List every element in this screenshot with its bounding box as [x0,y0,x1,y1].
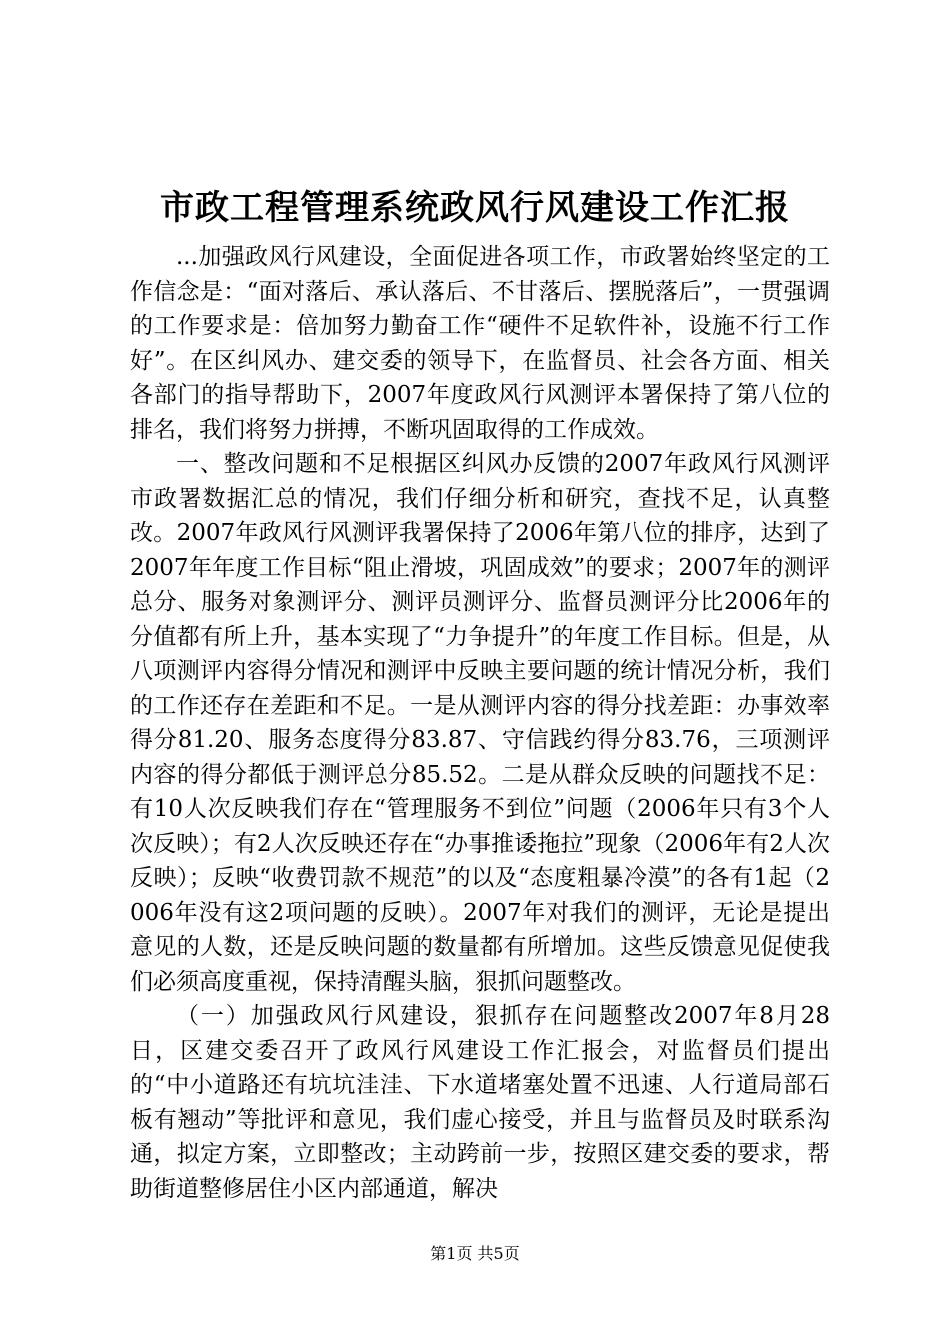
paragraph-subsection-one: （一）加强政风行风建设，狠抓存在问题整改2007年8月28日，区建交委召开了政风行风建设工作汇报会，对监督员们提出的“中小道路还有坑坑洼洼、下水道堵塞处置不迅速、人行道局部石板有翘动”等批评和意见，我们虚心接受，并且与监督员及时联系沟通，拟定方案，立即整改；主动跨前一步，按照区建交委的要求，帮助街道整修居住小区内部通道，解决 [130,1003,830,1202]
page-number-footer: 第1页 共5页 [430,1244,520,1263]
paragraph-section-one: 一、整改问题和不足根据区纠风办反馈的2007年政风行风测评市政署数据汇总的情况，我们仔细分析和研究，查找不足，认真整改。2007年政风行风测评我署保持了2006年第八位的排序，达到了2007年年度工作目标“阻止滑坡，巩固成效”的要求；2007年的测评总分、服务对象测评分、测评员测评分、监督员测评分比2006年的分值都有所上升，基本实现了“力争提升”的年度工作目标。但是，从八项测评内容得分情况和测评中反映主要问题的统计情况分析，我们的工作还存在差距和不足。一是从测评内容的得分找差距：办事效率得分81.20、服务态度得分83.87、守信践约得分83.76，三项测评内容的得分都低于测评总分85.52。二是从群众反映的问题找不足：有10人次反映我们存在“管理服务不到位”问题（2006年只有3个人次反映）；有2人次反映还存在“办事推诿拖拉”现象（2006年有2人次反映）；反映“收费罚款不规范”的以及“态度粗暴冷漠”的各有1起（2006年没有这2项问题的反映）。2007年对我们的测评，无论是提出意见的人数，还是反映问题的数量都有所增加。这些反馈意见促使我们必须高度重视，保持清醒头脑，狠抓问题整改。 [130,451,830,995]
document-body [130,240,830,1206]
paragraph-intro: ...加强政风行风建设，全面促进各项工作，市政署始终坚定的工作信念是：“面对落后、承认落后、不甘落后、摆脱落后”，一贯强调的工作要求是：倍加努力勤奋工作“硬件不足软件补，设施不行工作好”。在区纠风办、建交委的领导下，在监督员、社会各方面、相关各部门的指导帮助下，2007年度政风行风测评本署保持了第八位的排名，我们将努力拼搏，不断巩固取得的工作成效。 [130,244,830,443]
document-title: 市政工程管理系统政风行风建设工作汇报 [160,188,790,228]
